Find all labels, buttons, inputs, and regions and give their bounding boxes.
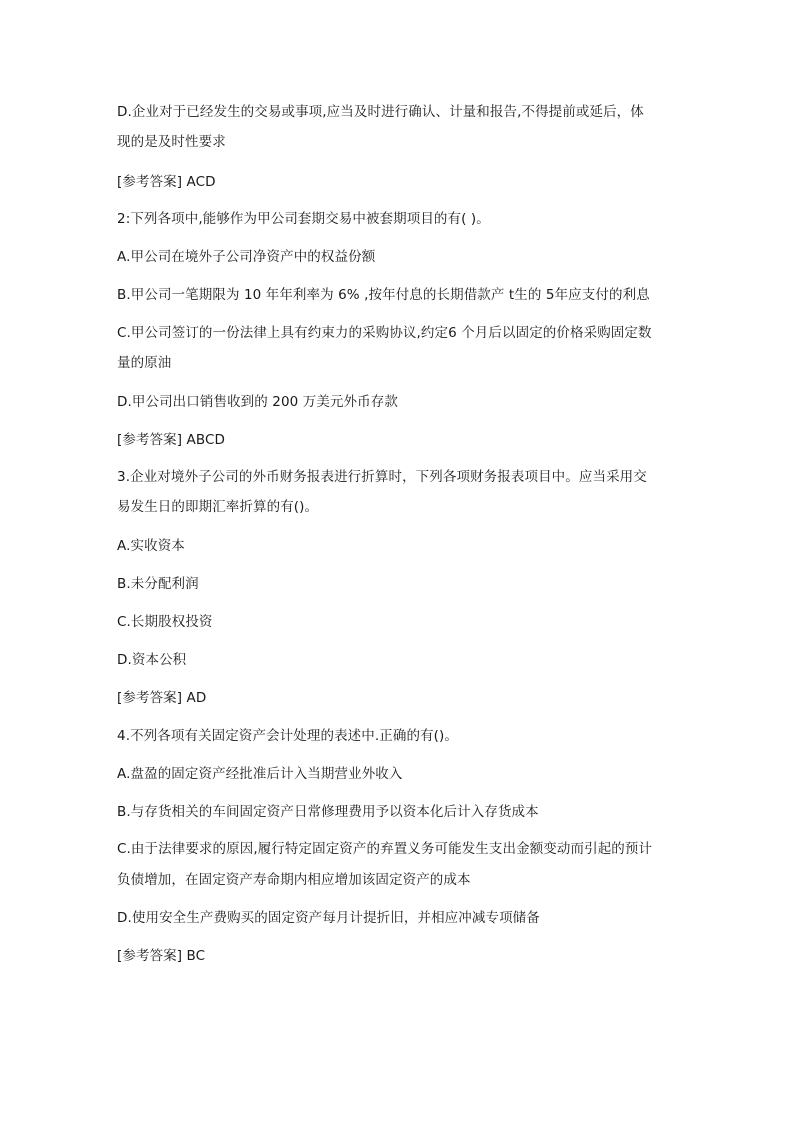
- question-3-option-c: C.长期股权投资: [117, 614, 213, 630]
- answer-1: [参考答案] ACD: [117, 174, 216, 190]
- question-2-option-c-line-1: C.甲公司签订的一份法律上具有约束力的采购协议,约定6 个月后以固定的价格采购固定数: [117, 325, 652, 341]
- question-3-stem-line-1: 3.企业对境外子公司的外币财务报表进行折算时，下列各项财务报表项目中。应当采用交: [117, 469, 647, 485]
- question-3-option-a: A.实收资本: [117, 538, 185, 554]
- question-4-option-c-line-1: C.由于法律要求的原因,履行特定固定资产的弃置义务可能发生支出金额变动而引起的预计: [117, 841, 653, 857]
- question-3-stem-line-2: 易发生日的即期汇率折算的有()。: [117, 499, 319, 515]
- question-2-option-a: A.甲公司在境外子公司净资产中的权益份额: [117, 249, 376, 265]
- question-2-option-b: B.甲公司一笔期限为 10 年年利率为 6% ,按年付息的长期借款产 t生的 5年应支付的利息: [117, 287, 650, 303]
- question-1-option-d-line-1: D.企业对于已经发生的交易或事项,应当及时进行确认、计量和报告,不得提前或延后，体: [117, 104, 644, 120]
- question-4-option-a: A.盘盈的固定资产经批准后计入当期营业外收入: [117, 766, 403, 782]
- question-4-option-c-line-2: 负债增加，在固定资产寿命期内相应增加该固定资产的成本: [117, 872, 471, 888]
- question-2-option-c-line-2: 量的原油: [117, 355, 172, 371]
- question-3-option-d: D.资本公积: [117, 652, 187, 668]
- question-4-option-b: B.与存货相关的车间固定资产日常修理费用予以资本化后计入存货成本: [117, 804, 539, 820]
- question-2-stem: 2:下列各项中,能够作为甲公司套期交易中被套期项目的有( )。: [117, 211, 490, 227]
- answer-2: [参考答案] ABCD: [117, 432, 226, 448]
- question-4-stem: 4.不列各项有关固定资产会计处理的表述中.正确的有()。: [117, 728, 459, 744]
- question-4-option-d: D.使用安全生产费购买的固定资产每月计提折旧，并相应冲减专项储备: [117, 910, 540, 926]
- question-1-option-d-line-2: 现的是及时性要求: [117, 134, 226, 150]
- answer-4: [参考答案] BC: [117, 948, 206, 964]
- question-3-option-b: B.未分配利润: [117, 576, 199, 592]
- question-2-option-d: D.甲公司出口销售收到的 200 万美元外币存款: [117, 394, 398, 410]
- answer-3: [参考答案] AD: [117, 690, 207, 706]
